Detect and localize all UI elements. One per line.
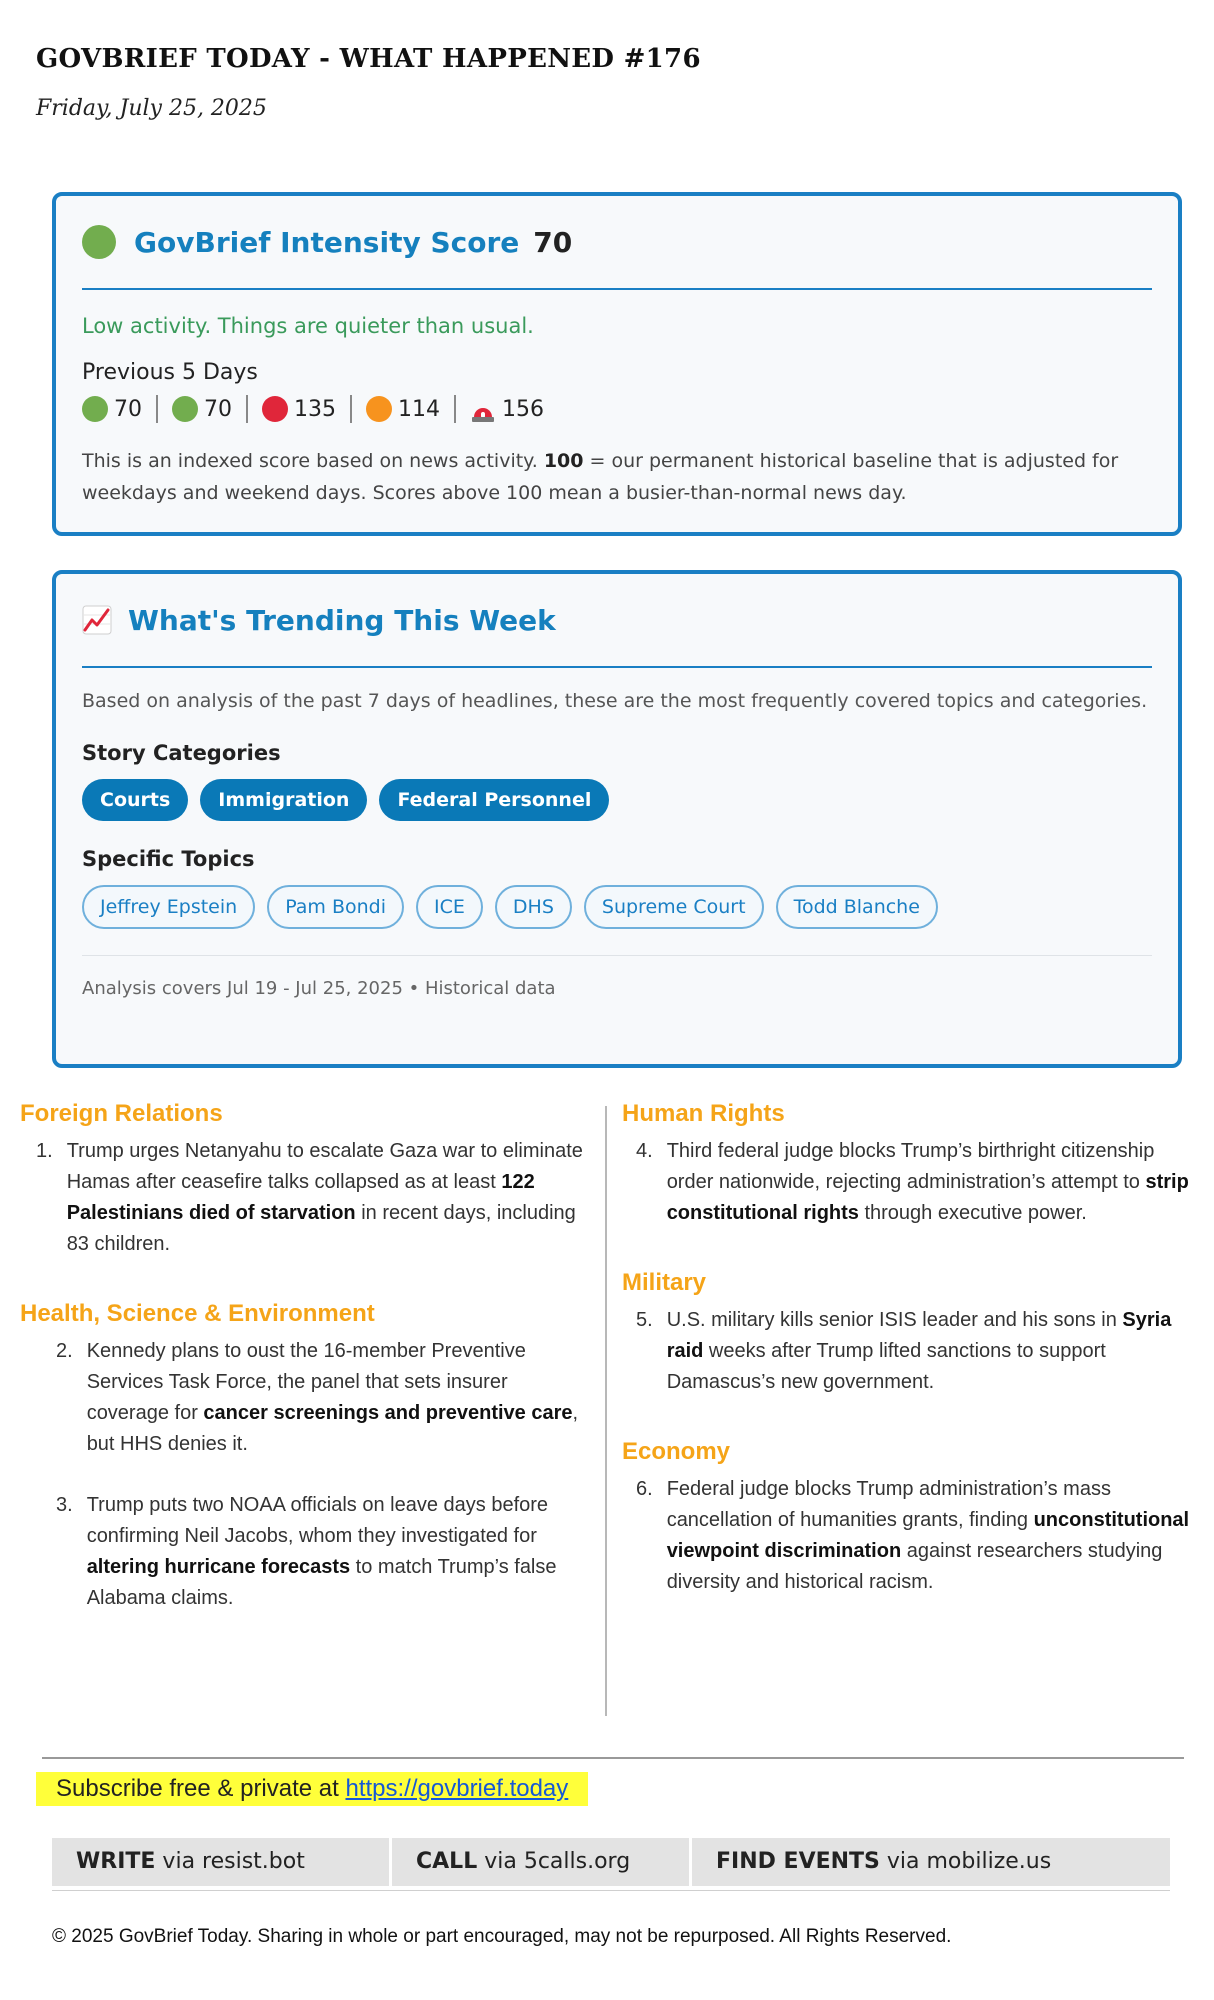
story-number: 1. [36, 1140, 53, 1162]
green-circle-icon [82, 225, 116, 259]
orange-circle-icon [366, 396, 392, 422]
category-chip[interactable]: Immigration [200, 779, 367, 821]
action-bar-underline [52, 1890, 1170, 1891]
previous-day-value: 70 [204, 396, 232, 422]
stories-left-column [20, 1100, 590, 1614]
footer-divider [42, 1757, 1184, 1759]
previous-days-label: Previous 5 Days [82, 360, 258, 385]
newsletter-date: Friday, July 25, 2025 [36, 96, 267, 121]
find-events-action[interactable]: FIND EVENTS via mobilize.us [716, 1849, 1052, 1874]
story-item [20, 1336, 590, 1460]
story-text[interactable]: Third federal judge blocks Trump’s birthright citizenship order nationwide, rejecting administration’s attempt to strip constitutional rights through executive power. [666, 1140, 1189, 1224]
intensity-description: This is an indexed score based on news activity. 100 = our permanent historical baseline that is adjusted for weekdays and weekend days. Scores above 100 mean a busier-than-normal news day. [82, 450, 1119, 504]
section-foreign-relations: Foreign Relations [20, 1100, 223, 1127]
story-item [622, 1305, 1192, 1398]
write-action[interactable]: WRITE via resist.bot [52, 1838, 392, 1886]
call-action[interactable]: CALL via 5calls.org [392, 1838, 692, 1886]
trending-heading: What's Trending This Week [128, 603, 556, 637]
story-text[interactable]: Federal judge blocks Trump administration’s mass cancellation of humanities grants, finding unconstitutional viewpoint discrimination against researchers studying diversity and historical racism. [666, 1478, 1190, 1593]
intensity-card [52, 192, 1182, 536]
red-circle-icon [262, 396, 288, 422]
divider [454, 395, 456, 423]
previous-day-2 [172, 396, 232, 422]
story-item [20, 1136, 590, 1260]
trending-header [82, 574, 1152, 668]
story-text[interactable]: U.S. military kills senior ISIS leader and his sons in Syria raid weeks after Trump lifted sanctions to support Damascus’s new government. [666, 1309, 1172, 1393]
category-chip[interactable]: Courts [82, 779, 188, 821]
previous-day-5 [470, 396, 544, 422]
story-number: 3. [56, 1494, 73, 1516]
section-health-science-environment: Health, Science & Environment [20, 1300, 375, 1327]
subscribe-banner [36, 1772, 588, 1806]
divider [350, 395, 352, 423]
topic-chip[interactable]: DHS [495, 885, 572, 929]
previous-day-4 [366, 396, 440, 422]
copyright-notice: © 2025 GovBrief Today. Sharing in whole or part encouraged, may not be repurposed. All Rights Reserved. [52, 1926, 952, 1947]
section-economy: Economy [622, 1438, 731, 1465]
topic-chip[interactable]: Todd Blanche [776, 885, 938, 929]
story-number: 4. [636, 1140, 653, 1162]
category-chip[interactable]: Federal Personnel [379, 779, 609, 821]
previous-day-value: 156 [502, 396, 544, 422]
topic-chip[interactable]: Supreme Court [584, 885, 764, 929]
story-text[interactable]: Kennedy plans to oust the 16-member Preventive Services Task Force, the panel that sets insurer coverage for cancer screenings and preventive care, but HHS denies it. [86, 1340, 579, 1455]
story-number: 5. [636, 1309, 653, 1331]
intensity-header [82, 196, 1152, 290]
subscribe-text: Subscribe free & private at [56, 1775, 346, 1802]
previous-day-1 [82, 396, 142, 422]
topic-chip[interactable]: Pam Bondi [267, 885, 404, 929]
story-categories-label: Story Categories [82, 741, 281, 765]
intensity-score: 70 [533, 225, 573, 259]
subscribe-link[interactable]: https://govbrief.today [345, 1775, 569, 1802]
previous-day-value: 135 [294, 396, 336, 422]
previous-days-row [82, 395, 1152, 423]
trending-card [52, 570, 1182, 1068]
section-military: Military [622, 1269, 707, 1296]
intensity-heading: GovBrief Intensity Score [134, 225, 520, 259]
previous-day-value: 70 [114, 396, 142, 422]
divider [246, 395, 248, 423]
story-text[interactable]: Trump urges Netanyahu to escalate Gaza war to eliminate Hamas after ceasefire talks collapsed as at least 122 Palestinians died of starvation in recent days, including 83 children. [66, 1140, 583, 1255]
story-number: 2. [56, 1340, 73, 1362]
stories-right-column [622, 1100, 1192, 1598]
topic-chip[interactable]: ICE [416, 885, 483, 929]
specific-topics [82, 885, 1152, 929]
trending-description: Based on analysis of the past 7 days of headlines, these are the most frequently covered topics and categories. [82, 690, 1148, 712]
story-item [622, 1474, 1192, 1598]
green-circle-icon [82, 396, 108, 422]
story-number: 6. [636, 1478, 653, 1500]
siren-icon [470, 396, 496, 422]
newsletter-title: GOVBRIEF TODAY - WHAT HAPPENED #176 [36, 44, 701, 74]
action-bar [52, 1838, 1170, 1886]
specific-topics-label: Specific Topics [82, 847, 255, 871]
intensity-status: Low activity. Things are quieter than usual. [82, 314, 534, 338]
story-item [20, 1490, 590, 1614]
story-text[interactable]: Trump puts two NOAA officials on leave days before confirming Neil Jacobs, whom they investigated for altering hurricane forecasts to match Trump’s false Alabama claims. [86, 1494, 557, 1609]
analysis-note: Analysis covers Jul 19 - Jul 25, 2025 • Historical data [82, 955, 1152, 999]
story-categories [82, 779, 1152, 821]
divider [156, 395, 158, 423]
green-circle-icon [172, 396, 198, 422]
previous-day-3 [262, 396, 336, 422]
story-item [622, 1136, 1192, 1229]
column-divider [605, 1106, 607, 1716]
previous-day-value: 114 [398, 396, 440, 422]
topic-chip[interactable]: Jeffrey Epstein [82, 885, 255, 929]
section-human-rights: Human Rights [622, 1100, 785, 1127]
chart-increasing-icon [82, 605, 112, 635]
